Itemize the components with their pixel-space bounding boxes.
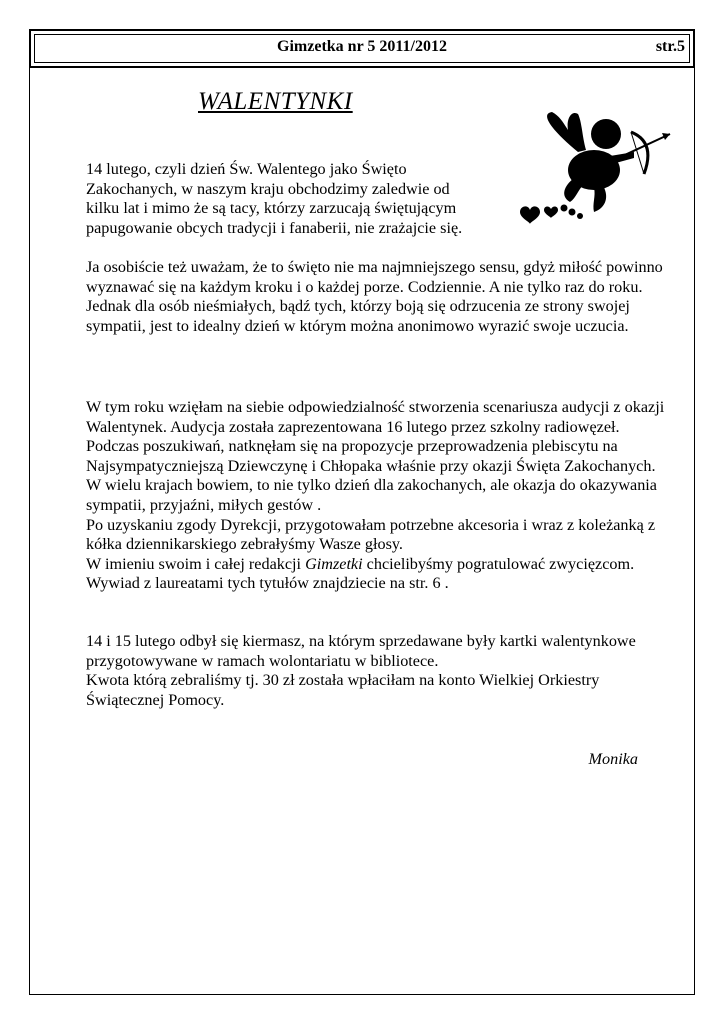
congrats-text-start: W imieniu swoim i całej redakcji (86, 554, 306, 573)
newspaper-name: Gimzetki (305, 554, 363, 573)
page-number: str.5 (655, 38, 685, 55)
paragraph-votes: Po uzyskaniu zgody Dyrekcji, przygotowałam potrzebne akcesoria i wraz z koleżanką z kółka dziennikarskiego zebrałyśmy Wasze głosy. (86, 515, 656, 554)
paragraph-congratulations (86, 555, 666, 594)
paragraph-broadcast: W tym roku wzięłam na siebie odpowiedzialność stworzenia scenariusza audycji z okazji Walentynek. Audycja została zaprezentowana 16 lutego przez szkolny radiowęzeł. (86, 398, 665, 436)
author-signature: Monika (588, 750, 638, 768)
page-header (29, 29, 695, 68)
article-intro (86, 160, 478, 238)
paragraph-opinion: Ja osobiście też uważam, że to święto nie ma najmniejszego sensu, gdyż miłość powinno wyznawać się na każdym kroku i o każdej porze. Codziennie. A nie tylko raz do roku. (86, 258, 663, 296)
cupid-silhouette-icon (506, 104, 674, 236)
intro-paragraph: 14 lutego, czyli dzień Św. Walentego jako Święto Zakochanych, w naszym kraju obchodzimy zaledwie od kilku lat i mimo że są tacy, którzy zarzucają świętującym papugowanie obcych tradycji i fanaberii, nie zrażajcie się. (86, 160, 463, 237)
newsletter-issue: Gimzetka nr 5 2011/2012 (277, 38, 447, 55)
paragraph-shy-people: Jednak dla osób nieśmiałych, bądź tych, którzy boją się odrzucenia ze strony swojej sympatii, jest to idealny dzień w którym można anonimowo wyrazić swoje uczucia. (86, 297, 630, 335)
article-body-2 (86, 398, 666, 594)
paragraph-fair: 14 i 15 lutego odbył się kiermasz, na którym sprzedawane były kartki walentynkowe przygotowywane w ramach wolontariatu w bibliotece. (86, 632, 636, 670)
article-body-3 (86, 632, 666, 710)
header-frame (34, 34, 690, 63)
article-body-1 (86, 258, 666, 336)
article-title: WALENTYNKI (198, 88, 353, 115)
congrats-text-end: chcielibyśmy pogratulować zwycięzcom. Wywiad z laureatami tych tytułów znajdziecie na str. 6 . (86, 554, 635, 593)
paragraph-donation: Kwota którą zebraliśmy tj. 30 zł została wpłaciłam na konto Wielkiej Orkiestry Świątecznej Pomocy. (86, 671, 600, 709)
paragraph-plebiscite: Podczas poszukiwań, natknęłam się na propozycje przeprowadzenia plebiscytu na Najsympatyczniejszą Dziewczynę i Chłopaka właśnie przy okazji Święta Zakochanych. W wielu krajach bowiem, to nie tylko dzień dla zakochanych, ale okazja do okazywania sympatii, przyjaźni, miłych gestów . (86, 437, 657, 514)
